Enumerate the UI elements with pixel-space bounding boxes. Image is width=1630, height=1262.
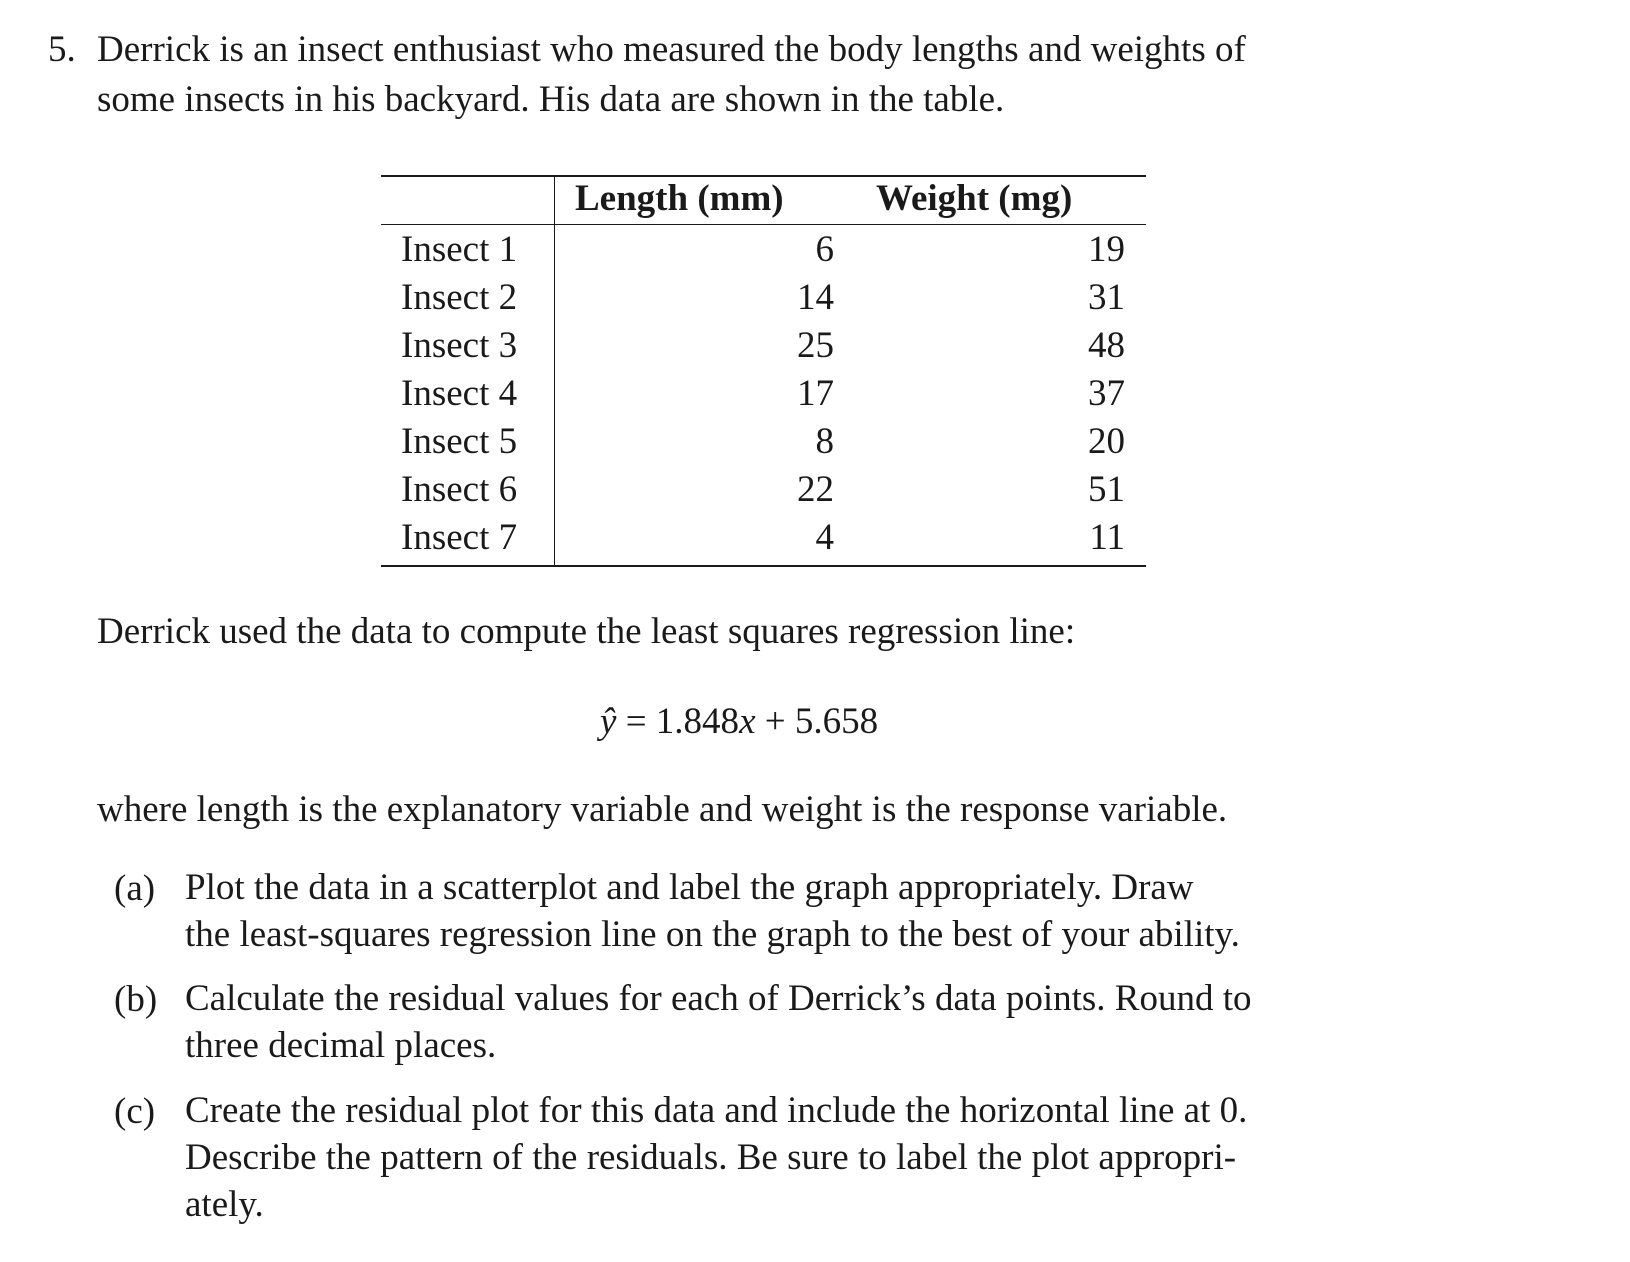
table-row-5-weight: 20: [1088, 421, 1125, 462]
regression-lead: Derrick used the data to compute the least squares regression line:: [97, 611, 1076, 652]
table-row-5-name: Insect 5: [401, 421, 518, 462]
table-row-5-length: 8: [815, 421, 834, 462]
table-row-2-name: Insect 2: [401, 277, 518, 318]
part-c-line-2: Describe the pattern of the residuals. Be sure to label the plot appropri-: [185, 1137, 1237, 1178]
equation-slope: = 1.848: [616, 701, 740, 742]
table-row-1-name: Insect 1: [401, 229, 518, 270]
table-row-3-length: 25: [797, 325, 834, 366]
equation-x: x: [739, 701, 756, 742]
problem-intro-line-1: Derrick is an insect enthusiast who measured the body lengths and weights of: [97, 29, 1246, 70]
part-c-line-3: ately.: [185, 1184, 264, 1225]
part-c-line-1: Create the residual plot for this data and include the horizontal line at 0.: [185, 1090, 1248, 1131]
variable-note: where length is the explanatory variable and weight is the response variable.: [97, 789, 1228, 830]
part-a-line-2: the least-squares regression line on the graph to the best of your ability.: [185, 914, 1240, 955]
regression-equation: [600, 700, 878, 744]
table-row-6-length: 22: [797, 469, 834, 510]
equation-intercept: + 5.658: [755, 701, 879, 742]
table-row-3-weight: 48: [1088, 325, 1125, 366]
table-row-2-weight: 31: [1088, 277, 1125, 318]
table-header-rule: [381, 224, 1146, 225]
table-row-4-weight: 37: [1088, 373, 1125, 414]
part-b-line-1: Calculate the residual values for each of Derrick’s data points. Round to: [185, 978, 1252, 1019]
table-row-4-length: 17: [797, 373, 834, 414]
table-vertical-rule: [554, 176, 555, 565]
problem-number: 5.: [48, 29, 76, 70]
part-a-label: (a): [114, 868, 156, 909]
table-row-4-name: Insect 4: [401, 373, 518, 414]
table-header-length: Length (mm): [575, 178, 784, 219]
part-a-line-1: Plot the data in a scatterplot and label the graph appropriately. Draw: [185, 867, 1194, 908]
table-row-7-name: Insect 7: [401, 517, 518, 558]
table-bottom-rule: [381, 565, 1146, 567]
table-row-3-name: Insect 3: [401, 325, 518, 366]
table-row-1-weight: 19: [1088, 229, 1125, 270]
part-b-label: (b): [114, 979, 158, 1020]
table-row-1-length: 6: [815, 229, 834, 270]
table-row-7-length: 4: [815, 517, 834, 558]
table-header-weight: Weight (mg): [876, 178, 1073, 219]
table-row-7-weight: 11: [1089, 517, 1125, 558]
table-row-6-name: Insect 6: [401, 469, 518, 510]
equation-yhat: ŷ: [600, 701, 617, 742]
part-b-line-2: three decimal places.: [185, 1025, 497, 1066]
table-row-6-weight: 51: [1088, 469, 1125, 510]
part-c-label: (c): [114, 1091, 156, 1132]
problem-intro-line-2: some insects in his backyard. His data are shown in the table.: [97, 79, 1005, 120]
table-row-2-length: 14: [797, 277, 834, 318]
